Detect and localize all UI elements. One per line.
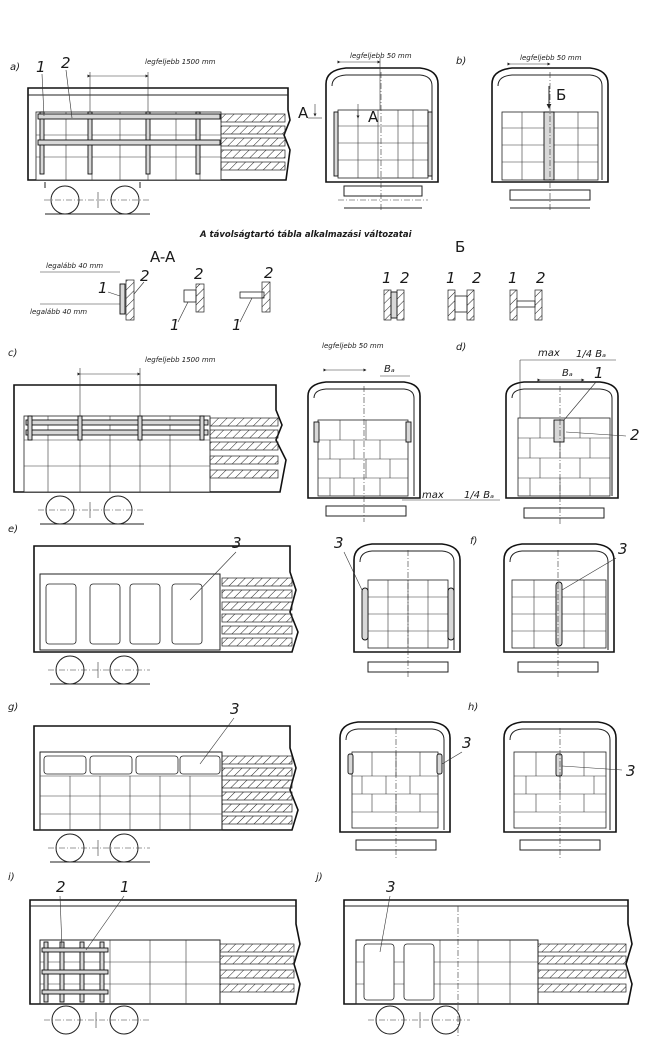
panel-label-f: f) [470, 536, 478, 547]
panel-g-end-view [340, 722, 472, 858]
panel-label-e: e) [8, 524, 19, 535]
panel-f-end-view [470, 536, 628, 678]
callout-1-b3: 1 [508, 269, 518, 287]
callout-3-g: 3 [230, 700, 240, 718]
callout-2-d: 2 [630, 426, 640, 444]
quarter-b-c: 1/4 Bₐ [464, 490, 495, 501]
callout-2-b3: 2 [536, 269, 546, 287]
b-sub-d: Bₐ [562, 368, 573, 379]
callout-3-h: 3 [626, 762, 636, 780]
callout-1-b1: 1 [382, 269, 392, 287]
callout-1-aa3: 1 [232, 316, 242, 334]
callout-1-d: 1 [594, 364, 604, 382]
panel-g-side-view [8, 700, 298, 862]
panel-j-side-view [314, 872, 632, 1036]
dim-max-50-b: legfeljebb 50 mm [520, 54, 582, 62]
callout-2-i: 2 [56, 878, 66, 896]
dim-max-50-a: legfeljebb 50 mm [350, 52, 412, 60]
dim-min-40-upper: legalább 40 mm [46, 262, 104, 270]
panel-i-side-view [8, 872, 300, 1034]
section-b [382, 238, 546, 320]
figure-caption: A távolságtartó tábla alkalmazási változatai [200, 230, 412, 240]
callout-2-aa2: 2 [194, 265, 204, 283]
panel-h-end-view [468, 702, 636, 858]
max-label-c: max [422, 490, 444, 501]
callout-1-i: 1 [120, 878, 130, 896]
b-sub-c: Bₐ [384, 364, 395, 375]
callout-3-g-end: 3 [462, 734, 472, 752]
quarter-b-d: 1/4 Bₐ [576, 349, 607, 360]
callout-1-aa2: 1 [170, 316, 180, 334]
callout-2-b2: 2 [472, 269, 482, 287]
callout-1-aa1: 1 [98, 279, 108, 297]
section-marker-a-left: A [298, 104, 309, 122]
callout-3-f: 3 [618, 540, 628, 558]
callout-2-a: 2 [61, 54, 71, 72]
section-title-b: Б [455, 238, 466, 256]
panel-b-end-view [456, 54, 608, 212]
panel-c-end-view [308, 342, 500, 522]
callout-1-a: 1 [36, 58, 46, 76]
dim-max-1500-a: legfeljebb 1500 mm [145, 58, 216, 66]
panel-a-side-view [10, 54, 322, 214]
section-title-aa: A-A [150, 248, 176, 266]
callout-2-aa1: 2 [140, 267, 150, 285]
callout-3-e-end: 3 [334, 534, 344, 552]
panel-label-b: b) [456, 56, 467, 67]
panel-label-d: d) [456, 342, 467, 353]
section-marker-a-right: A [368, 108, 379, 126]
callout-2-aa3: 2 [264, 264, 274, 282]
panel-label-h: h) [468, 702, 479, 713]
panel-c-side-view [8, 348, 286, 524]
cargo-grid-a [36, 112, 285, 180]
callout-3-j: 3 [386, 878, 396, 896]
panel-label-j: j) [316, 872, 323, 883]
panel-label-c: c) [8, 348, 18, 359]
section-marker-b: Б [556, 86, 567, 104]
callout-1-b2: 1 [446, 269, 456, 287]
panel-label-a: a) [10, 62, 21, 73]
dim-max-1500-c: legfeljebb 1500 mm [145, 356, 216, 364]
dim-max-50-c: legfeljebb 50 mm [322, 342, 384, 350]
panel-a-end-view [326, 52, 438, 212]
dim-min-40-lower: legalább 40 mm [30, 308, 88, 316]
panel-e-end-view [334, 534, 460, 678]
section-a-a [30, 248, 274, 334]
callout-3-e: 3 [232, 534, 242, 552]
panel-label-g: g) [8, 702, 19, 713]
max-label-d: max [538, 348, 560, 359]
panel-label-i: i) [8, 872, 15, 883]
panel-e-side-view [8, 524, 298, 684]
callout-2-b1: 2 [400, 269, 410, 287]
